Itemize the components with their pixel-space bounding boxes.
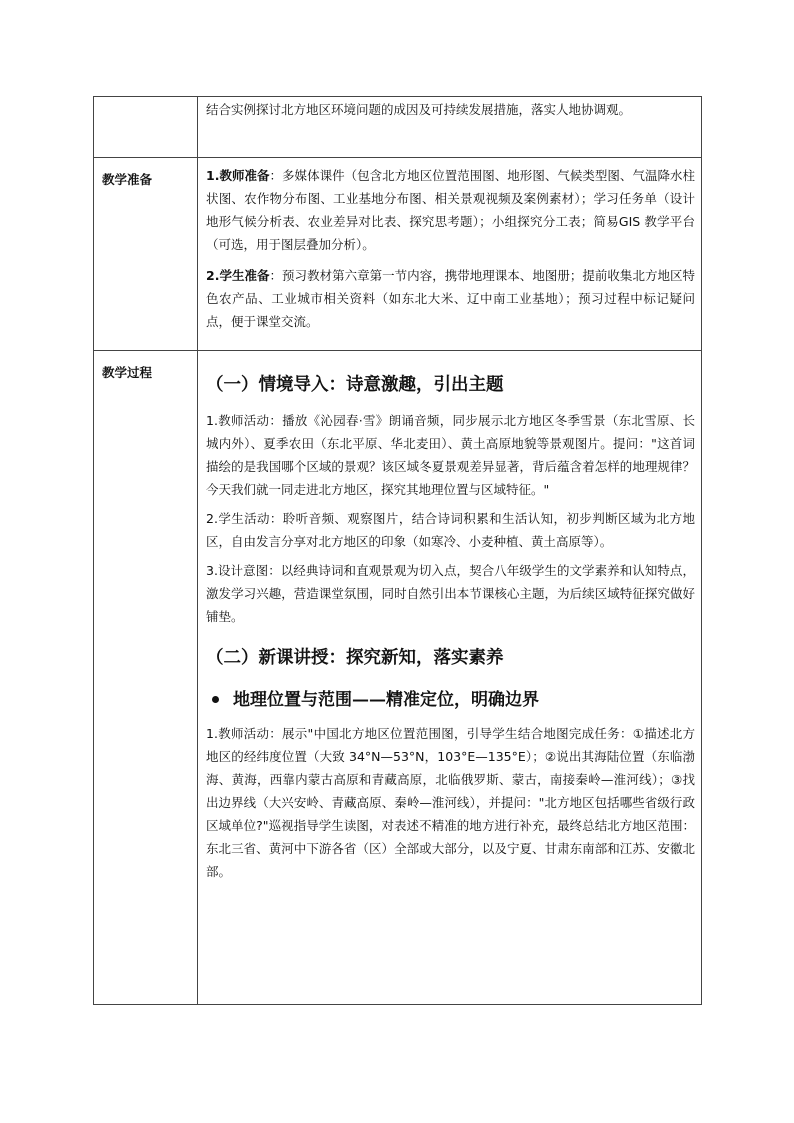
prep-content-cell xyxy=(198,158,702,351)
teacher-prep-lead: 1.教师准备 xyxy=(206,168,270,183)
objectives-row xyxy=(94,97,702,158)
teacher-prep-text: ：多媒体课件（包含北方地区位置范围图、地形图、气候类型图、气温降水柱状图、农作物分布图、工业基地分布图、相关景观视频及案例素材）；学习任务单（设计地形气候分析表、农业差异对比表、探究思考题）；小组探究分工表；简易GIS 教学平台（可选，用于图层叠加分析）。 xyxy=(206,168,695,252)
prep-row xyxy=(94,158,702,351)
bullet1-heading xyxy=(206,686,695,714)
section1-design-intent: 3.设计意图：以经典诗词和直观景观为切入点，契合八年级学生的文学素养和认知特点，激发学习兴趣，营造课堂氛围，同时自然引出本节课核心主题，为后续区域特征探究做好铺垫。 xyxy=(206,563,695,624)
section2-teacher-activity: 1.教师活动：展示"中国北方地区位置范围图，引导学生结合地图完成任务：①描述北方地区的经纬度位置（大致 34°N—53°N，103°E—135°E）；②说出其海陆位置（东临渤海、黄海，西靠内蒙古高原和青藏高原，北临俄罗斯、蒙古，南接秦岭—淮河线）；③找出边界线（大兴安岭、青藏高原、秦岭—淮河线），并提问："北方地区包括哪些省级行政区域单位?"巡视指导学生读图，对表述不精准的地方进行补充，最终总结北方地区范围：东北三省、黄河中下游各省（区）全部或大部分，以及宁夏、甘肃东南部和江苏、安徽北部。 xyxy=(206,726,695,879)
process-content-cell xyxy=(198,351,702,1005)
teacher-prep-paragraph xyxy=(206,164,695,256)
process-label: 教学过程 xyxy=(102,365,153,380)
student-prep-paragraph xyxy=(206,264,695,333)
section1-teacher-activity: 1.教师活动：播放《沁园春·雪》朗诵音频，同步展示北方地区冬季雪景（东北雪原、长城内外）、夏季农田（东北平原、华北麦田）、黄土高原地貌等景观图片。提问："这首词描绘的是我国哪个区域的景观？该区域冬夏景观差异显著，背后蕴含着怎样的地理规律？今天我们就一同走进北方地区，探究其地理位置与区域特征。" xyxy=(206,413,695,497)
objectives-label-cell xyxy=(94,97,198,158)
section2-title: （二）新课讲授：探究新知，落实素养 xyxy=(206,648,504,668)
bullet-dot-icon xyxy=(212,696,219,703)
section1-title: （一）情境导入：诗意激趣，引出主题 xyxy=(206,375,504,395)
student-prep-text: ：预习教材第六章第一节内容，携带地理课本、地图册；提前收集北方地区特色农产品、工业城市相关资料（如东北大米、辽中南工业基地）；预习过程中标记疑问点，便于课堂交流。 xyxy=(206,268,695,329)
student-prep-lead: 2.学生准备 xyxy=(206,268,270,283)
prep-label: 教学准备 xyxy=(102,172,153,187)
process-label-cell xyxy=(94,351,198,1005)
bullet1-title: 地理位置与范围——精准定位，明确边界 xyxy=(233,690,539,710)
objectives-text: 结合实例探讨北方地区环境问题的成因及可持续发展措施，落实人地协调观。 xyxy=(206,102,632,117)
objectives-content-cell xyxy=(198,97,702,158)
lesson-plan-table xyxy=(93,96,702,1005)
process-row xyxy=(94,351,702,1005)
section1-student-activity: 2.学生活动：聆听音频、观察图片，结合诗词积累和生活认知，初步判断区域为北方地区，自由发言分享对北方地区的印象（如寒冷、小麦种植、黄土高原等）。 xyxy=(206,511,695,549)
prep-label-cell xyxy=(94,158,198,351)
